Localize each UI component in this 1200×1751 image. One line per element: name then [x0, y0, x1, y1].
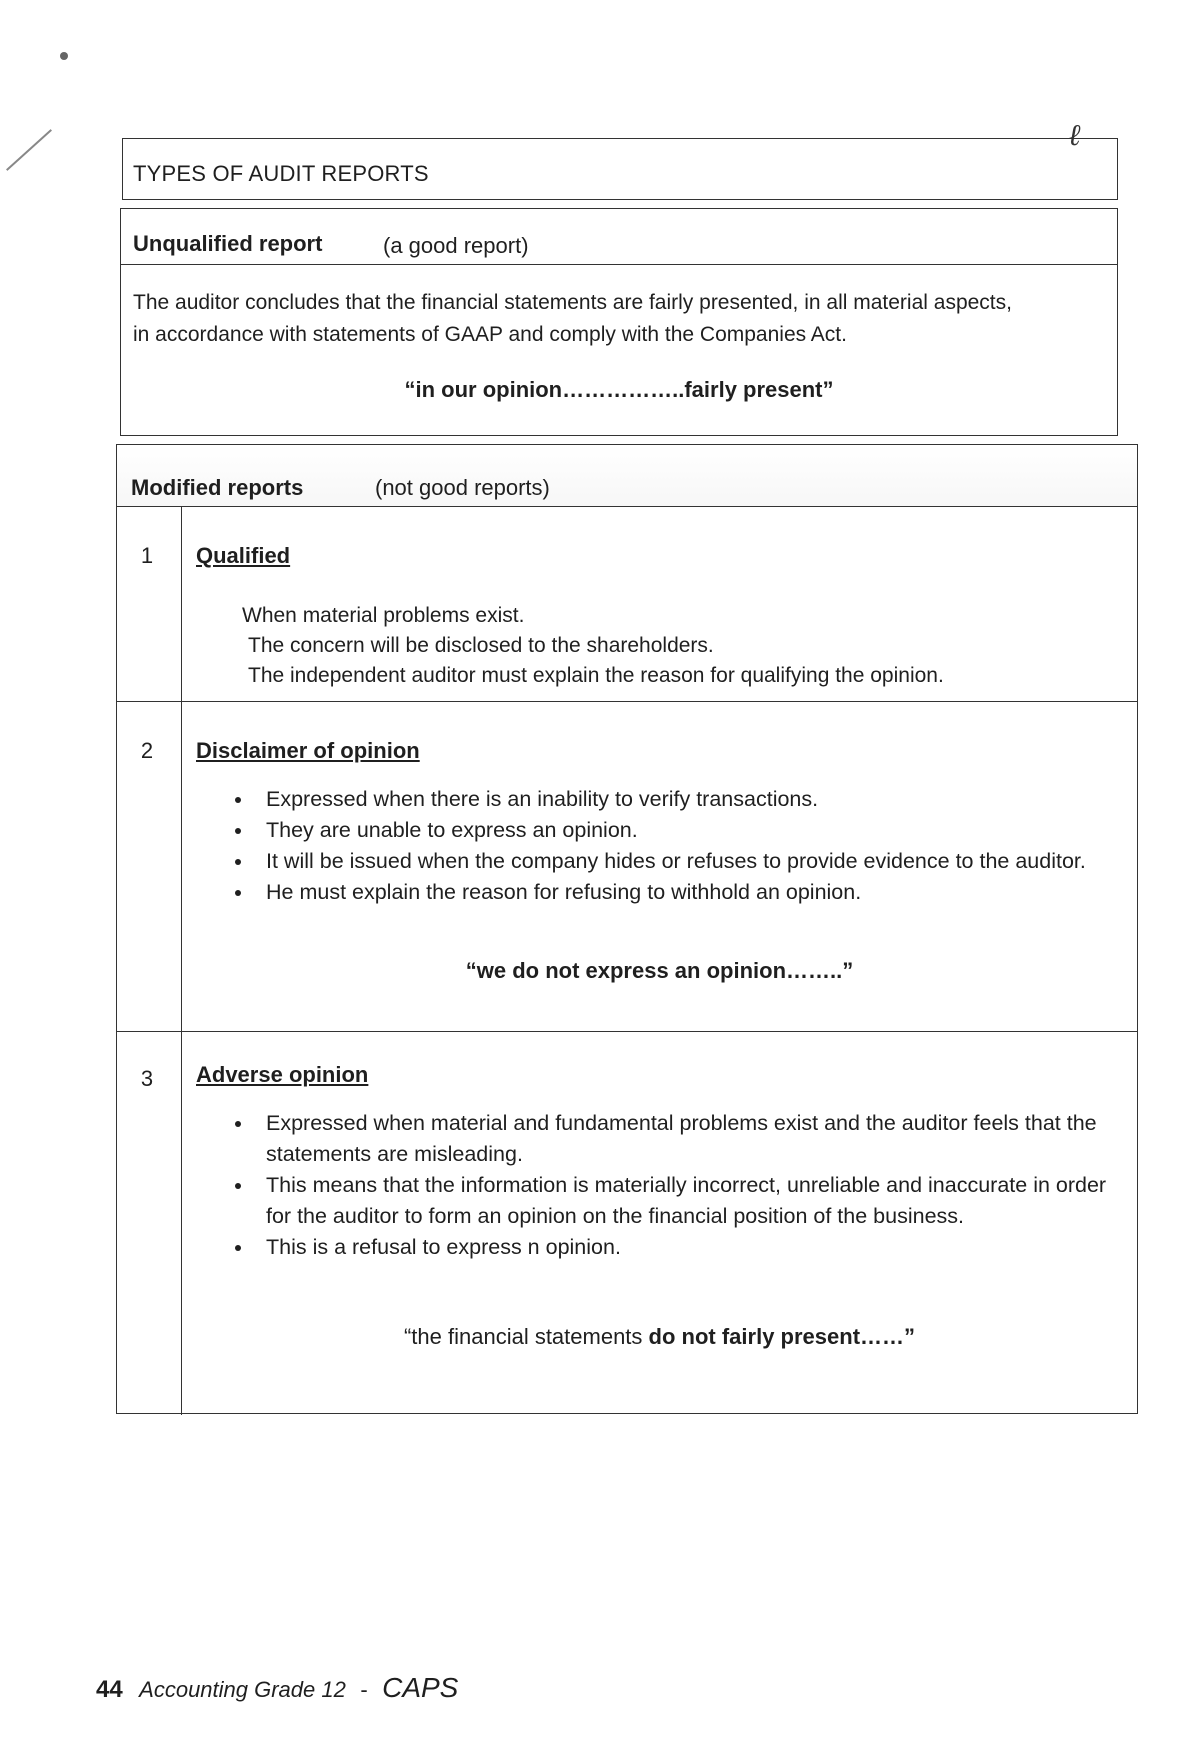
- row-body: [181, 507, 1137, 701]
- modified-reports-header: [117, 445, 1137, 507]
- adverse-quote: [182, 1324, 1137, 1350]
- qualified-line: The independent auditor must explain the reason for qualifying the opinion.: [248, 664, 944, 687]
- handwritten-initials: ℓ: [1068, 118, 1081, 153]
- modified-reports-box: [116, 444, 1138, 1414]
- unqualified-report-description: [133, 287, 1103, 351]
- adverse-bullet-list: [228, 1108, 1134, 1263]
- adverse-quote-bold: do not fairly present……”: [648, 1324, 916, 1349]
- title-box: [122, 138, 1118, 200]
- qualified-description: [242, 601, 944, 691]
- disclaimer-bullet-list: [228, 784, 1104, 908]
- list-item: • They are unable to express an opinion.: [254, 815, 1104, 846]
- page-title: TYPES OF AUDIT REPORTS: [133, 161, 429, 186]
- row-number: 2: [140, 738, 154, 763]
- scan-speck: [60, 52, 68, 60]
- list-item: • This is a refusal to express n opinion.: [254, 1232, 1134, 1263]
- row-body: [181, 1032, 1137, 1415]
- row-title-disclaimer: Disclaimer of opinion: [196, 738, 420, 763]
- qualified-line: When material problems exist.: [242, 604, 525, 627]
- unqualified-report-heading: Unqualified report: [133, 231, 323, 256]
- list-item: • Expressed when material and fundamental problems exist and the auditor feels that the statements are misleading.: [254, 1108, 1134, 1170]
- row-body: [181, 702, 1137, 1031]
- modified-reports-note: (not good reports): [375, 475, 550, 500]
- adverse-quote-plain: “the financial statements: [403, 1324, 649, 1349]
- list-item: • He must explain the reason for refusing to withhold an opinion.: [254, 877, 1104, 908]
- modified-report-row-qualified: [117, 507, 1137, 701]
- curriculum-label: CAPS: [382, 1672, 459, 1703]
- unqualified-report-note: (a good report): [383, 233, 529, 258]
- page-footer: [96, 1672, 458, 1704]
- scan-pen-stroke: [6, 129, 52, 171]
- modified-report-row-adverse: [117, 1031, 1137, 1415]
- row-title-adverse: Adverse opinion: [196, 1062, 369, 1087]
- row-title-qualified: Qualified: [196, 543, 291, 568]
- row-number: 1: [140, 543, 154, 568]
- row-number: 3: [140, 1066, 154, 1091]
- unqualified-report-quote: “in our opinion……………..fairly present”: [404, 377, 834, 402]
- unqualified-report-box: [120, 208, 1118, 436]
- modified-reports-heading: Modified reports: [131, 475, 304, 500]
- footer-separator: -: [360, 1677, 368, 1702]
- description-line: in accordance with statements of GAAP and comply with the Companies Act.: [133, 323, 847, 346]
- list-item: • Expressed when there is an inability to verify transactions.: [254, 784, 1104, 815]
- book-title: Accounting Grade 12: [139, 1677, 346, 1702]
- page-number: 44: [96, 1676, 123, 1703]
- list-item: • This means that the information is materially incorrect, unreliable and inaccurate in order for the auditor to form an opinion on the financial position of the business.: [254, 1170, 1134, 1232]
- disclaimer-quote: “we do not express an opinion……..”: [465, 958, 854, 983]
- unqualified-report-header: [121, 209, 1117, 265]
- modified-report-row-disclaimer: [117, 701, 1137, 1031]
- qualified-line: The concern will be disclosed to the shareholders.: [248, 634, 714, 657]
- list-item: • It will be issued when the company hides or refuses to provide evidence to the auditor.: [254, 846, 1104, 877]
- description-line: The auditor concludes that the financial statements are fairly presented, in all material aspects,: [133, 291, 1012, 314]
